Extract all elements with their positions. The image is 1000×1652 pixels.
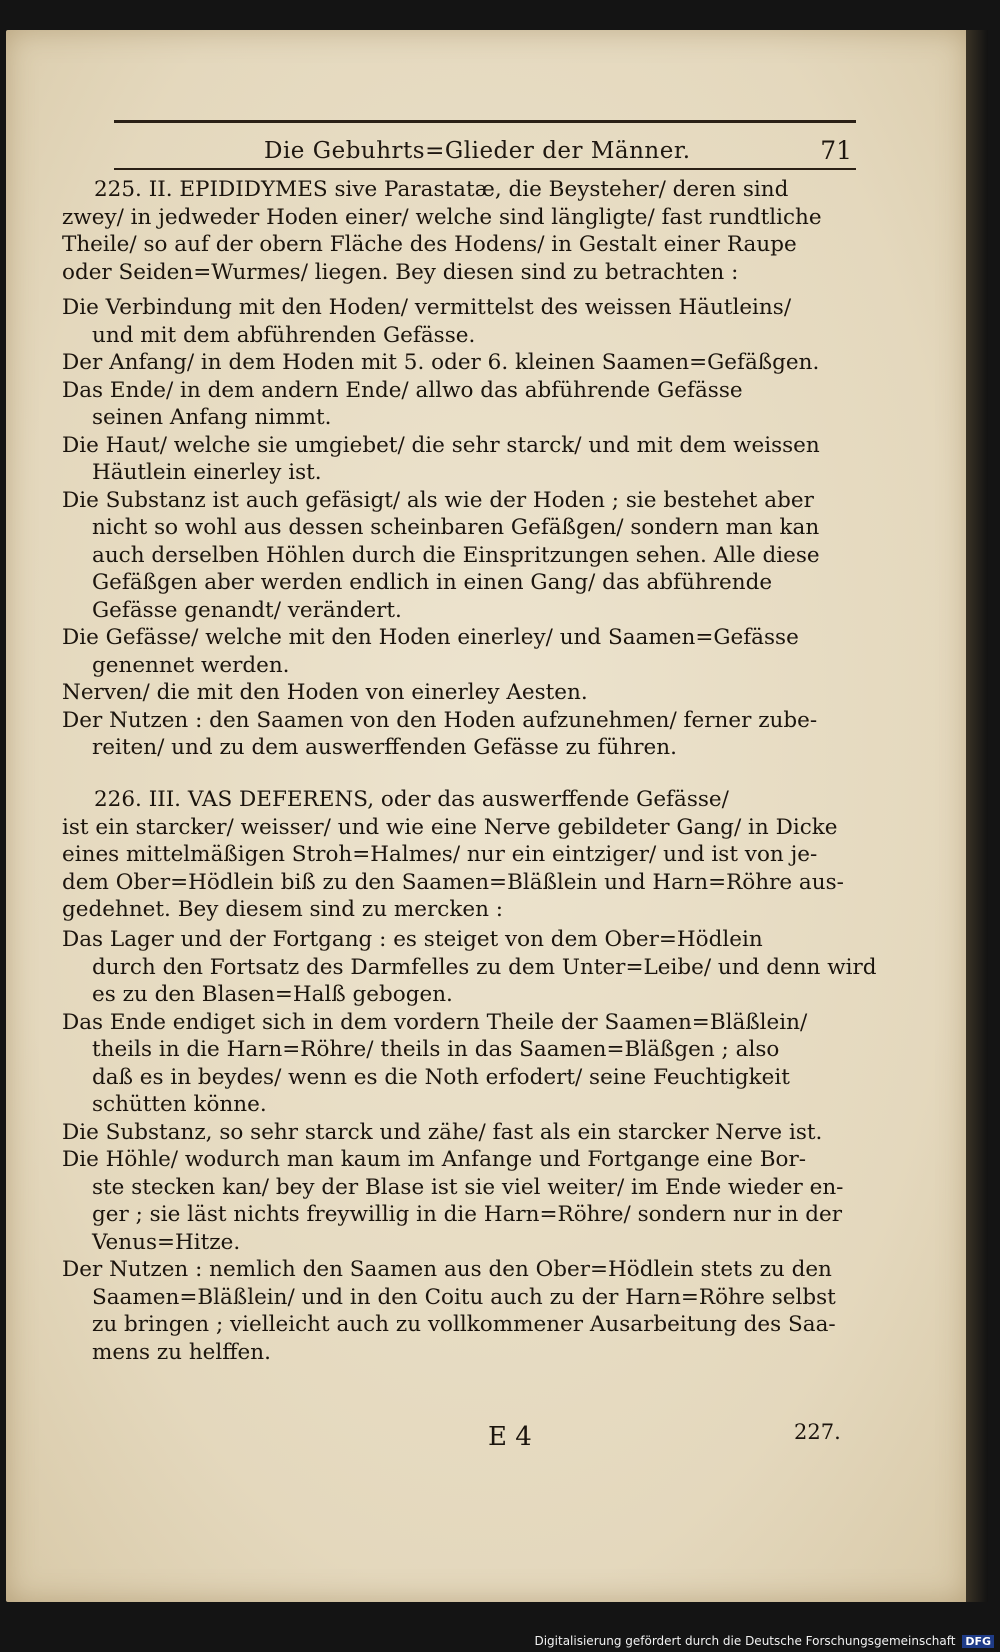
text-line: daß es in beydes/ wenn es die Noth erfodert/ seine Feuchtigkeit [92, 1064, 790, 1090]
text-line: dem Ober=Hödlein biß zu den Saamen=Bläßlein und Harn=Röhre aus- [62, 869, 844, 895]
header-top-rule [114, 120, 856, 123]
catchword: 227. [794, 1420, 841, 1444]
text-line: seinen Anfang nimmt. [92, 405, 332, 430]
text-line: Die Substanz, so sehr starck und zähe/ fast als ein starcker Nerve ist. [62, 1119, 823, 1145]
text-line: Theile/ so auf der obern Fläche des Hodens/ in Gestalt einer Raupe [62, 232, 797, 257]
text-line: schütten könne. [92, 1092, 267, 1117]
text-line: Das Ende endiget sich in dem vordern Theile der Saamen=Bläßlein/ [62, 1009, 808, 1035]
text-line: ger ; sie läst nichts freywillig in die Harn=Röhre/ sondern nur in der [92, 1202, 842, 1227]
section-225-items [62, 294, 862, 762]
section-226-items [62, 926, 877, 1366]
text-line: genennet werden. [92, 652, 290, 678]
text-line: Die Gefässe/ welche mit den Hoden einerley/ und Saamen=Gefässe [62, 625, 799, 650]
page-number: 71 [820, 136, 852, 165]
text-line: theils in die Harn=Röhre/ theils in das Saamen=Bläßgen ; also [92, 1037, 780, 1062]
list-item-nerven [62, 679, 862, 707]
text-line: Gefäßgen aber werden endlich in einen Gang/ das abführende [92, 570, 773, 595]
text-line: gedehnet. Bey diesem sind zu mercken : [62, 897, 504, 922]
list-item-ende [62, 377, 862, 432]
signature-mark: E 4 [488, 1422, 532, 1452]
list-item-haut [62, 432, 862, 487]
text-line: durch den Fortsatz des Darmfelles zu dem Unter=Leibe/ und denn wird [92, 954, 877, 980]
list-item-verbindung [62, 294, 862, 349]
running-head-title: Die Gebuhrts=Glieder der Männer. [264, 138, 691, 164]
section-226-paragraph [62, 786, 862, 924]
text-line: Die Haut/ welche sie umgiebet/ die sehr starck/ und mit dem weissen [62, 432, 820, 458]
section-225-paragraph [62, 176, 862, 286]
list-item-substanz [62, 487, 862, 625]
text-line: auch derselben Höhlen durch die Einspritzungen sehen. Alle diese [92, 542, 820, 568]
credit-text: Digitalisierung gefördert durch die Deutsche Forschungsgemeinschaft [534, 1634, 956, 1648]
text-line: es zu den Blasen=Halß gebogen. [92, 982, 453, 1007]
text-line: zu bringen ; vielleicht auch zu vollkommener Ausarbeitung des Saa- [92, 1312, 836, 1337]
text-line: eines mittelmäßigen Stroh=Halmes/ nur ein eintziger/ und ist von je- [62, 842, 818, 867]
list-item-hoehle [62, 1146, 862, 1256]
list-item-lager [62, 926, 877, 1009]
text-line: Die Substanz ist auch gefäsigt/ als wie der Hoden ; sie bestehet aber [62, 487, 814, 513]
text-line: Die Höhle/ wodurch man kaum im Anfange und Fortgange eine Bor- [62, 1147, 806, 1172]
text-line: 225. II. EPIDIDYMES sive Parastatæ, die Beysteher/ deren sind [94, 177, 789, 202]
text-line: Die Verbindung mit den Hoden/ vermittelst des weissen Häutleins/ [62, 295, 792, 320]
text-line: zwey/ in jedweder Hoden einer/ welche sind längligte/ fast rundtliche [62, 204, 822, 230]
text-line: Der Nutzen : nemlich den Saamen aus den Ober=Hödlein stets zu den [62, 1257, 832, 1282]
text-line: Saamen=Bläßlein/ und in den Coitu auch zu der Harn=Röhre selbst [92, 1284, 836, 1310]
dfg-logo: DFG [962, 1635, 994, 1648]
text-line: ist ein starcker/ weisser/ und wie eine Nerve gebildeter Gang/ in Dicke [62, 814, 838, 840]
list-item-anfang [62, 349, 862, 377]
list-item-ende [62, 1009, 862, 1119]
text-line: Der Anfang/ in dem Hoden mit 5. oder 6. kleinen Saamen=Gefäßgen. [62, 350, 820, 375]
text-line: reiten/ und zu dem auswerffenden Gefässe zu führen. [92, 735, 677, 760]
running-head [114, 132, 856, 170]
list-item-nutzen [62, 707, 862, 762]
text-line: nicht so wohl aus dessen scheinbaren Gefäßgen/ sondern man kan [92, 515, 820, 540]
text-line: Nerven/ die mit den Hoden von einerley Aesten. [62, 680, 588, 705]
text-line: Der Nutzen : den Saamen von den Hoden aufzunehmen/ ferner zube- [62, 707, 818, 733]
text-line: Das Ende/ in dem andern Ende/ allwo das abführende Gefässe [62, 377, 743, 403]
text-line: Venus=Hitze. [92, 1229, 241, 1255]
text-line: mens zu helffen. [92, 1339, 271, 1365]
list-item-gefaesse [62, 624, 862, 679]
text-line: und mit dem abführenden Gefässe. [92, 322, 476, 348]
text-line: 226. III. VAS DEFERENS, oder das auswerffende Gefässe/ [94, 787, 729, 812]
page-edge-shadow [966, 30, 988, 1602]
text-line: Häutlein einerley ist. [92, 460, 322, 485]
text-line: oder Seiden=Wurmes/ liegen. Bey diesen sind zu betrachten : [62, 259, 739, 285]
list-item-nutzen [62, 1256, 862, 1366]
list-item-substanz [62, 1119, 862, 1147]
text-line: Das Lager und der Fortgang : es steiget von dem Ober=Hödlein [62, 927, 763, 952]
text-line: ste stecken kan/ bey der Blase ist sie viel weiter/ im Ende wieder en- [92, 1174, 844, 1200]
digitization-credit [534, 1634, 994, 1648]
text-line: Gefässe genandt/ verändert. [92, 597, 402, 623]
header-bottom-rule [114, 168, 856, 170]
